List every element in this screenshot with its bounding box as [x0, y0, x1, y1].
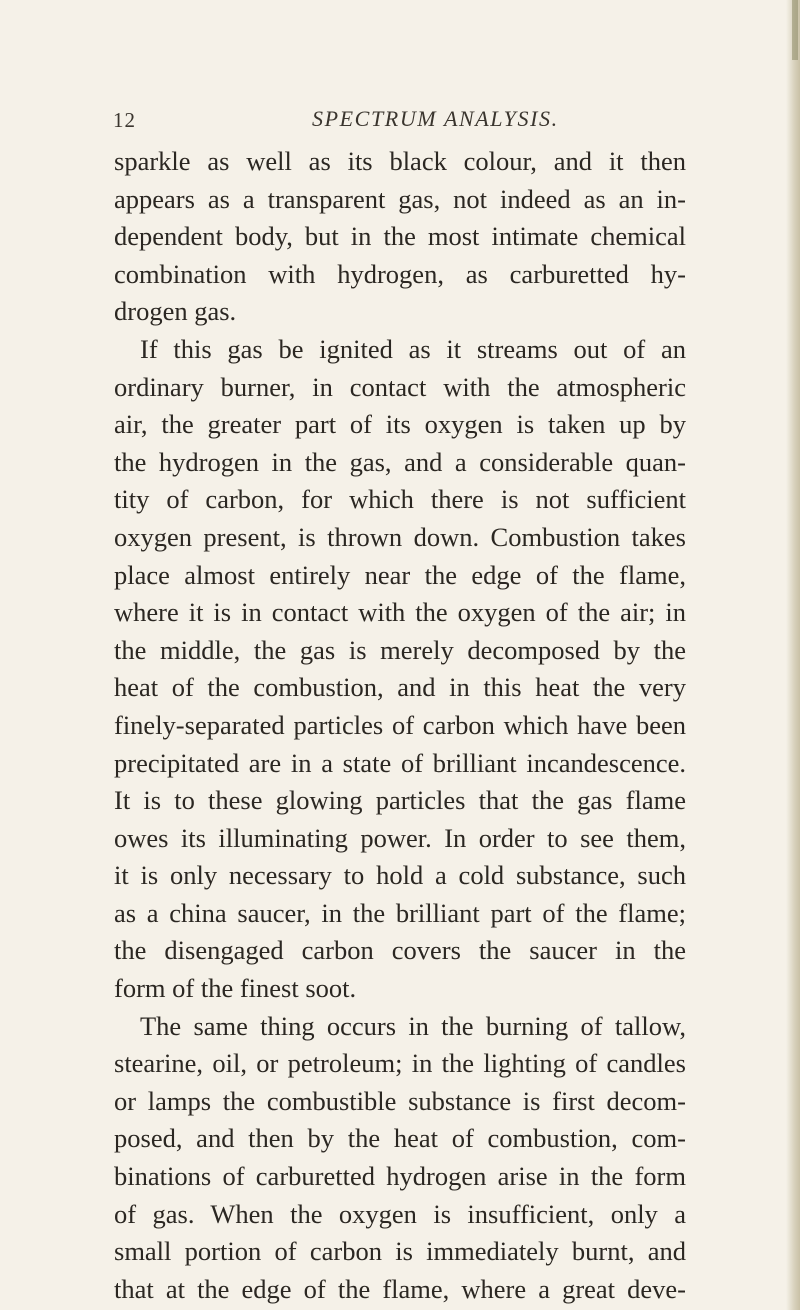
text-line: posed, and then by the heat of combustion, com- — [114, 1123, 686, 1154]
text-line: the hydrogen in the gas, and a considerable quan- — [114, 446, 686, 477]
text-line: binations of carburetted hydrogen arise in the form — [114, 1161, 686, 1192]
text-line: appears as a transparent gas, not indeed as an in- — [114, 183, 686, 214]
text-line: air, the greater part of its oxygen is taken up by — [114, 409, 686, 440]
text-line: of gas. When the oxygen is insufficient, only a — [114, 1198, 686, 1229]
text-line: It is to these glowing particles that the gas flame — [114, 785, 686, 816]
text-line: the middle, the gas is merely decomposed by the — [114, 634, 686, 665]
text-line: dependent body, but in the most intimate chemical — [114, 221, 686, 252]
text-line: precipitated are in a state of brilliant incandescence. — [114, 747, 686, 778]
text-line: tity of carbon, for which there is not sufficient — [114, 484, 686, 515]
text-line: or lamps the combustible substance is first decom- — [114, 1085, 686, 1116]
text-line: combination with hydrogen, as carburetted hy- — [114, 258, 686, 289]
page-edge-shadow — [786, 0, 800, 1310]
text-line: stearine, oil, or petroleum; in the lighting of candles — [114, 1048, 686, 1079]
text-line: ordinary burner, in contact with the atmospheric — [114, 371, 686, 402]
text-line: as a china saucer, in the brilliant part of the flame; — [114, 897, 686, 928]
text-line: sparkle as well as its black colour, and it then — [114, 146, 686, 176]
body-text — [114, 143, 686, 1308]
text-line: owes its illuminating power. In order to see them, — [114, 822, 686, 853]
running-head: SPECTRUM ANALYSIS. — [312, 106, 559, 131]
text-line: form of the finest soot. — [114, 973, 357, 1004]
text-line: the disengaged carbon covers the saucer in the — [114, 935, 686, 966]
text-line: drogen gas. — [114, 296, 237, 327]
text-line: it is only necessary to hold a cold substance, such — [114, 860, 686, 891]
page-number: 12 — [113, 108, 136, 132]
text-line: small portion of carbon is immediately burnt, and — [114, 1236, 686, 1267]
text-line: oxygen present, is thrown down. Combustion takes — [114, 521, 686, 552]
text-line: The same thing occurs in the burning of tallow, — [140, 1010, 686, 1041]
text-line: If this gas be ignited as it streams out of an — [140, 333, 686, 364]
text-line: heat of the combustion, and in this heat the very — [114, 672, 686, 703]
text-line: where it is in contact with the oxygen of the air; in — [114, 597, 686, 628]
text-line: that at the edge of the flame, where a great deve- — [114, 1273, 686, 1304]
page-header — [0, 96, 800, 136]
text-line: place almost entirely near the edge of the flame, — [114, 559, 686, 590]
text-line: finely-separated particles of carbon which have been — [114, 709, 686, 740]
page-edge-mark — [792, 0, 798, 60]
